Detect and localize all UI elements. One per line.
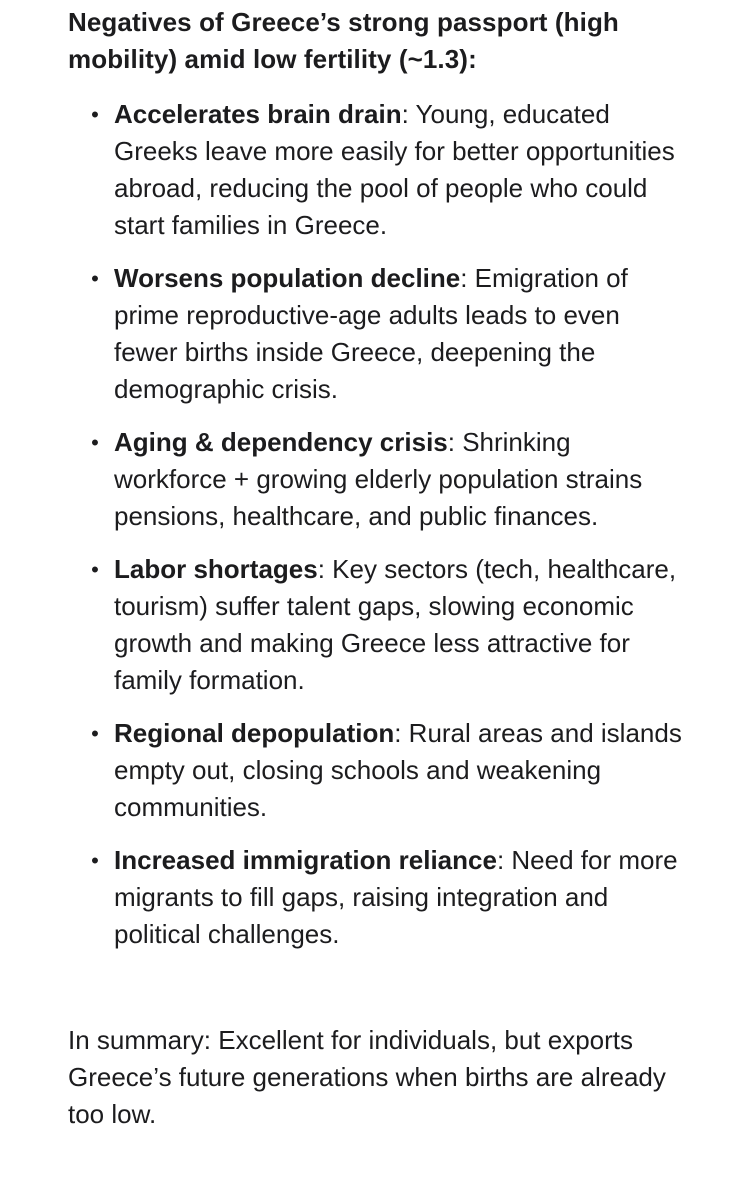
- bullet-dot: •: [91, 430, 99, 455]
- bullet-term: Aging & dependency crisis: [114, 427, 448, 457]
- bullet-dot: •: [91, 557, 99, 582]
- bullet-term: Accelerates brain drain: [114, 99, 402, 129]
- bullet-description: : Young, educated Greeks leave more easily for better opportunities abroad, reducing the pool of people who could start families in Greece.: [114, 99, 675, 240]
- bullet-dot: •: [91, 266, 99, 291]
- document-body: [68, 4, 708, 1129]
- summary-paragraph: In summary: Excellent for individuals, but exports Greece’s future generations when births are already too low.: [68, 1025, 666, 1129]
- bullet-dot: •: [91, 102, 99, 127]
- bullet-term: Labor shortages: [114, 554, 318, 584]
- bullet-description: : Shrinking workforce + growing elderly population strains pensions, healthcare, and public finances.: [114, 427, 643, 531]
- bullet-term: Regional depopulation: [114, 718, 395, 748]
- list-item: [88, 551, 688, 699]
- bullet-list: [88, 96, 688, 969]
- list-item: [88, 260, 688, 408]
- bullet-description: : Need for more migrants to fill gaps, raising integration and political challenges.: [114, 845, 678, 949]
- bullet-term: Increased immigration reliance: [114, 845, 497, 875]
- bullet-description: : Rural areas and islands empty out, closing schools and weakening communities.: [114, 718, 682, 822]
- heading: Negatives of Greece’s strong passport (high mobility) amid low fertility (~1.3):: [68, 7, 619, 74]
- list-item: [88, 96, 688, 244]
- bullet-description: : Key sectors (tech, healthcare, tourism) suffer talent gaps, slowing economic growth and making Greece less attractive for family formation.: [114, 554, 677, 695]
- bullet-dot: •: [91, 721, 99, 746]
- bullet-dot: •: [91, 848, 99, 873]
- bullet-description: : Emigration of prime reproductive-age adults leads to even fewer births inside Greece, deepening the demographic crisis.: [114, 263, 628, 404]
- list-item: [88, 715, 688, 826]
- list-item: [88, 842, 688, 953]
- list-item: [88, 424, 688, 535]
- bullet-term: Worsens population decline: [114, 263, 461, 293]
